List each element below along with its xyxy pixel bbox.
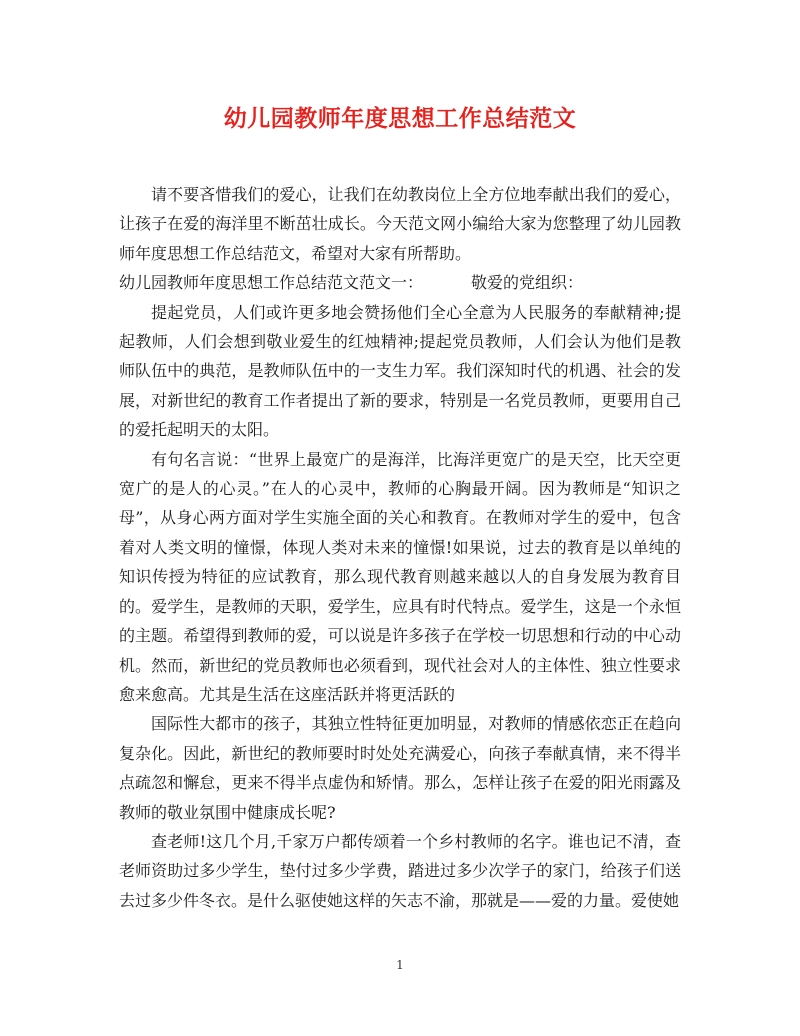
section-heading (119, 268, 681, 297)
section-heading-title: 幼儿园教师年度思想工作总结范文范文一： (119, 273, 424, 293)
document-body (119, 180, 681, 915)
body-paragraph-1: 提起党员，人们或许更多地会赞扬他们全心全意为人民服务的奉献精神;提起教师，人们会想到敬业爱生的红烛精神;提起党员教师，人们会认为他们是教师队伍中的典范，是教师队伍中的一支生力军。我们深知时代的机遇、社会的发展，对新世纪的教育工作者提出了新的要求，特别是一名党员教师，更要用自己的爱托起明天的太阳。 (119, 302, 681, 440)
intro-paragraph: 请不要吝惜我们的爱心，让我们在幼教岗位上全方位地奉献出我们的爱心，让孩子在爱的海洋里不断茁壮成长。今天范文网小编给大家为您整理了幼儿园教师年度思想工作总结范文，希望对大家有所帮助。 (119, 185, 681, 263)
salutation: 敬爱的党组织： (471, 273, 584, 293)
body-paragraph-4: 查老师!这几个月,千家万户都传颂着一个乡村教师的名字。谁也记不清，查老师资助过多少学生，垫付过多少学费，踏进过多少次学子的家门，给孩子们送去过多少件冬衣。是什么驱使她这样的矢志不渝，那就是——爱的力量。爱使她 (119, 831, 681, 910)
body-paragraph-3: 国际性大都市的孩子，其独立性特征更加明显，对教师的情感依恋正在趋向复杂化。因此，新世纪的教师要时时处处充满爱心，向孩子奉献真情，来不得半点疏忽和懈怠，更来不得半点虚伪和矫情。那么，怎样让孩子在爱的阳光雨露及教师的敬业氛围中健康成长呢? (119, 714, 681, 822)
page-number: 1 (396, 958, 404, 972)
document-title: 幼儿园教师年度思想工作总结范文 (223, 105, 577, 132)
body-paragraph-2: 有句名言说：“世界上最宽广的是海洋，比海洋更宽广的是天空，比天空更宽广的是人的心灵。”在人的心灵中，教师的心胸最开阔。因为教师是“知识之母”，从身心两方面对学生实施全面的关心和教育。在教师对学生的爱中，包含着对人类文明的憧憬，体现人类对未来的憧憬!如果说，过去的教育是以单纯的知识传授为特征的应试教育，那么现代教育则越来越以人的自身发展为教育目的。爱学生，是教师的天职，爱学生，应具有时代特点。爱学生，这是一个永恒的主题。希望得到教师的爱，可以说是许多孩子在学校一切思想和行动的中心动机。然而，新世纪的党员教师也必须看到，现代社会对人的主体性、独立性要求愈来愈高。尤其是生活在这座活跃并将更活跃的 (119, 449, 681, 704)
